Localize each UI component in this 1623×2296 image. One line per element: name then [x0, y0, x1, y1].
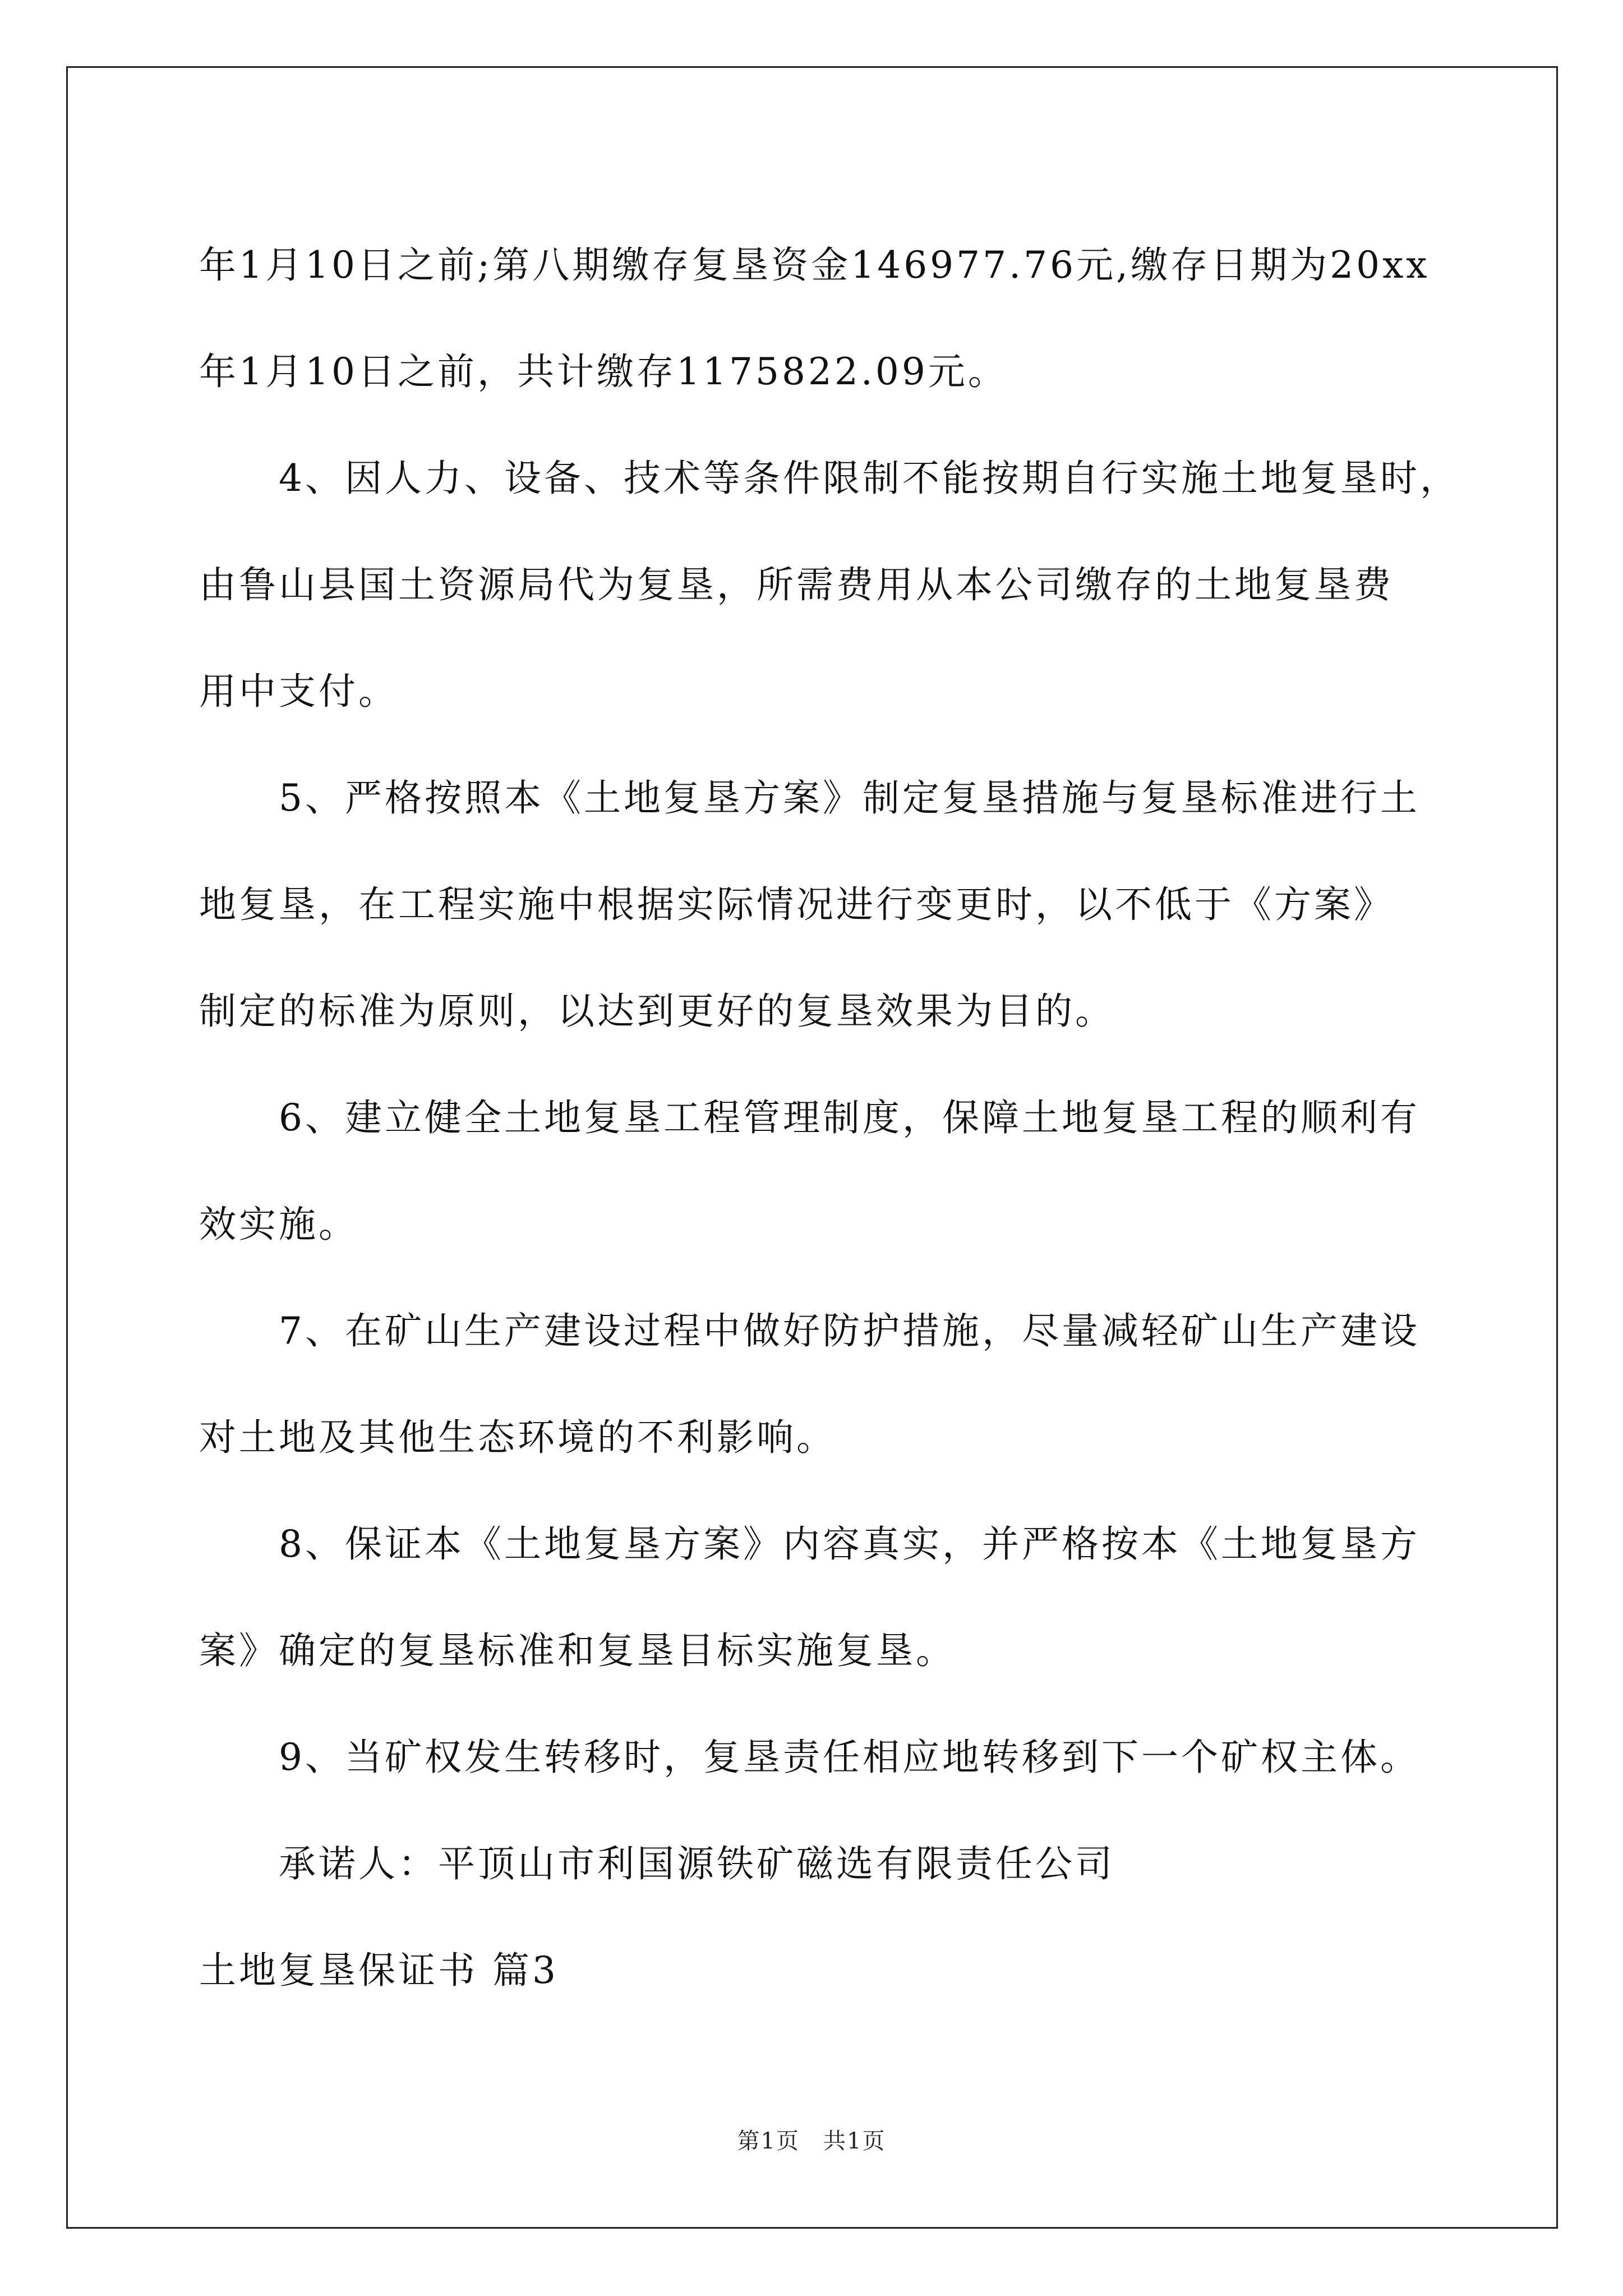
promisor-line: 承诺人：平顶山市利国源铁矿磁选有限责任公司 [279, 1842, 1115, 1885]
text-line: 由鲁山县国土资源局代为复垦，所需费用从本公司缴存的土地复垦费 [199, 563, 1394, 606]
text-line: 案》确定的复垦标准和复垦目标实施复垦。 [199, 1629, 956, 1672]
text-line: 地复垦，在工程实施中根据实际情况进行变更时，以不低于《方案》 [199, 883, 1394, 926]
paragraph-9-line: 9、当矿权发生转移时，复垦责任相应地转移到下一个矿权主体。 [279, 1736, 1420, 1779]
paragraph-4-line: 4、因人力、设备、技术等条件限制不能按期自行实施土地复垦时， [279, 457, 1460, 500]
text-line: 年1月10日之前;第八期缴存复垦资金146977.76元,缴存日期为20xx [199, 243, 1430, 287]
paragraph-6-line: 6、建立健全土地复垦工程管理制度，保障土地复垦工程的顺利有 [279, 1096, 1420, 1139]
text-line: 对土地及其他生态环境的不利影响。 [199, 1416, 836, 1459]
paragraph-8-line: 8、保证本《土地复垦方案》内容真实，并严格按本《土地复垦方 [279, 1522, 1420, 1566]
text-line: 制定的标准为原则，以达到更好的复垦效果为目的。 [199, 990, 1115, 1033]
paragraph-5-line: 5、严格按照本《土地复垦方案》制定复垦措施与复垦标准进行土 [279, 776, 1420, 820]
page-footer: 第1页 共1页 [737, 2128, 886, 2154]
text-line: 用中支付。 [199, 670, 398, 713]
text-line: 效实施。 [199, 1203, 358, 1246]
paragraph-7-line: 7、在矿山生产建设过程中做好防护措施，尽量减轻矿山生产建设 [279, 1309, 1420, 1352]
document-body [199, 212, 1460, 2024]
section-heading: 土地复垦保证书 篇3 [199, 1949, 559, 1992]
text-line: 年1月10日之前，共计缴存1175822.09元。 [199, 350, 1008, 393]
